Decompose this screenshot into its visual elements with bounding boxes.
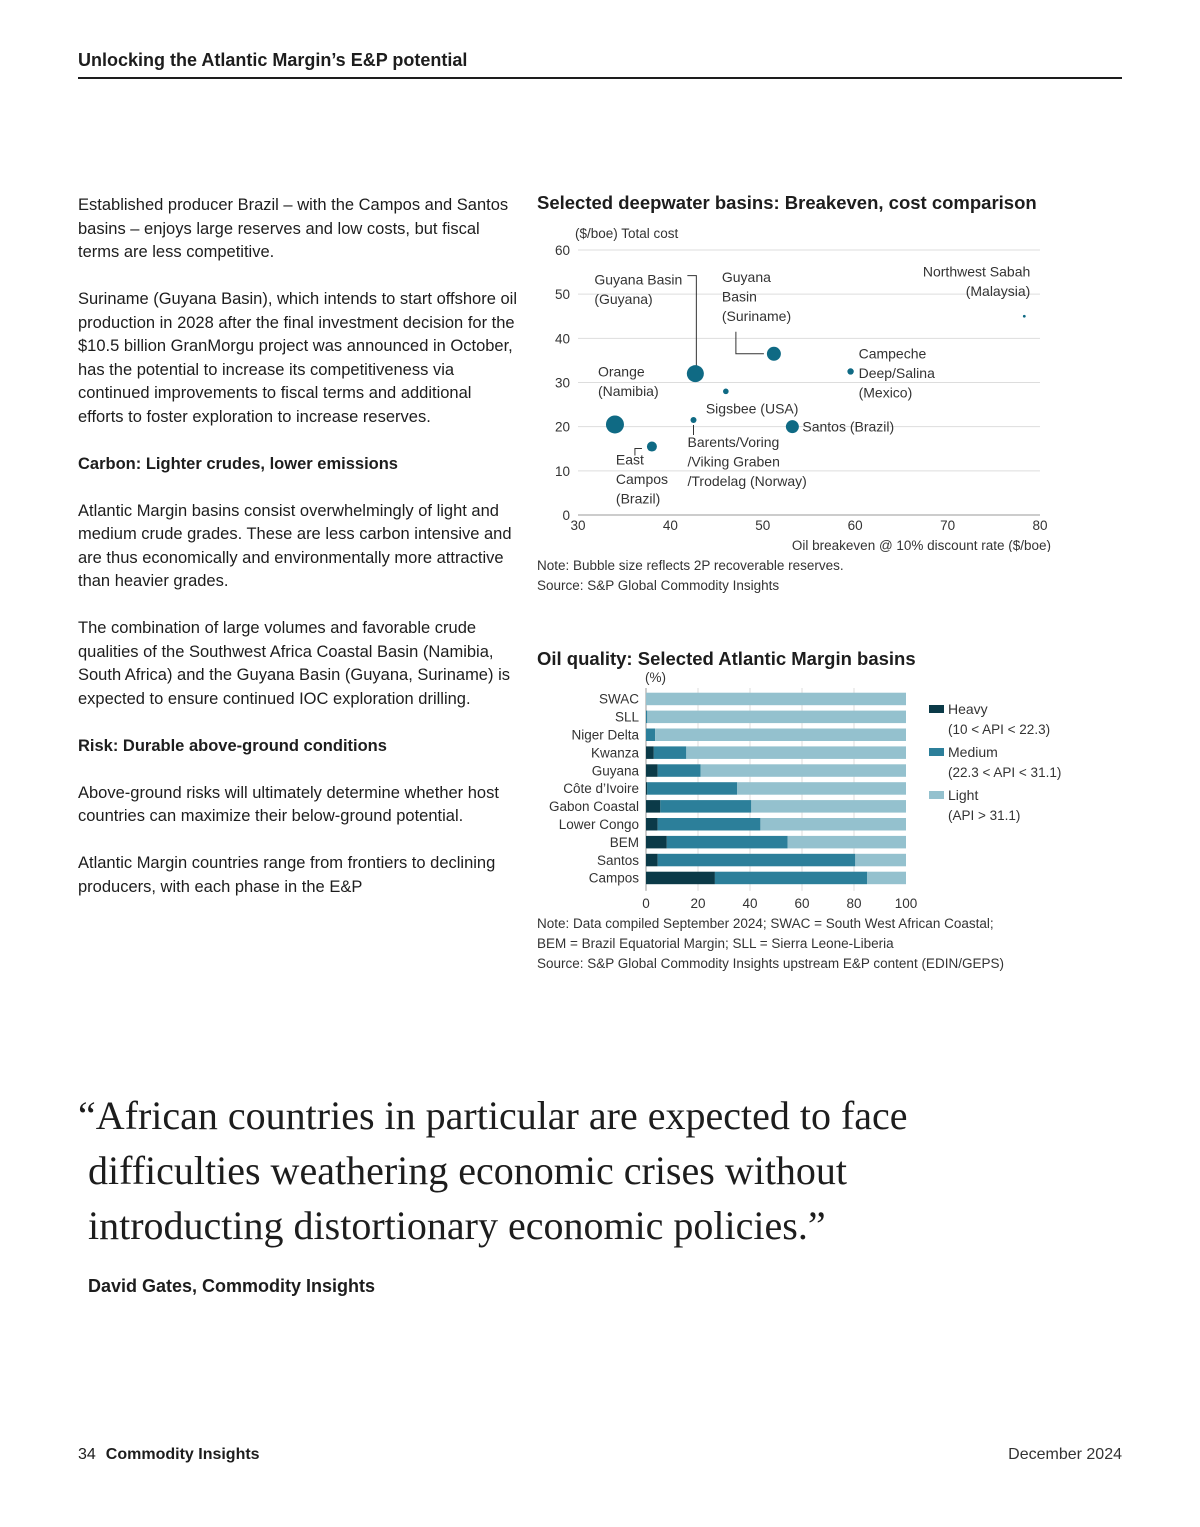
bar-x-tick-label: 80 [846, 895, 862, 910]
bar-segment-light [855, 854, 906, 867]
bubble-label: Campeche [858, 345, 927, 362]
bar-segment-heavy [646, 854, 658, 867]
bubble-y-tick-label: 10 [554, 463, 570, 479]
bubble-label: /Viking Graben [687, 453, 780, 470]
bubble-x-tick-label: 60 [847, 518, 863, 533]
paragraph-carbon: Atlantic Margin basins consist overwhelmingly of light and medium crude grades. These are less carbon intensive and are thus economically and environmentally more attractive than heavier grades. [78, 501, 512, 590]
bubble-y-tick-label: 0 [562, 508, 570, 523]
bubble-y-tick-label: 40 [554, 331, 570, 347]
page-header-title: Unlocking the Atlantic Margin’s E&P potential [78, 50, 1122, 79]
bar-category-label: Gabon Coastal [548, 799, 639, 815]
bar-segment-light [751, 800, 906, 813]
bubble-label: Deep/Salina [858, 364, 935, 381]
page-number: 34 [78, 1446, 96, 1463]
bubble-x-axis-label: Oil breakeven @ 10% discount rate ($/boe) [791, 538, 1051, 552]
bar-segment-light [760, 818, 906, 831]
bubble-label: (Brazil) [615, 490, 661, 507]
bar-category-label: SLL [614, 709, 639, 725]
bar-segment-light [686, 746, 906, 759]
bubble-point [847, 368, 853, 374]
bar-segment-medium [715, 872, 867, 885]
bar-segment-medium [660, 800, 751, 813]
quote-line-1: “African countries in particular are expected to face [78, 1093, 908, 1138]
bubble-label: (Namibia) [597, 382, 659, 399]
paragraph-above-ground: Above-ground risks will ultimately determine whether host countries can maximize their below-ground potential. [78, 783, 499, 825]
bar-segment-light [655, 729, 906, 742]
bubble-point [767, 347, 781, 361]
bubble-label: (Mexico) [858, 384, 913, 401]
legend-range: (22.3 < API < 31.1) [948, 765, 1062, 780]
publication-name: Commodity Insights [105, 1446, 260, 1463]
bar-category-label: Côte d’Ivoire [563, 781, 639, 797]
heading-risk: Risk: Durable above-ground conditions [78, 736, 387, 755]
bubble-label: East [615, 451, 644, 468]
bubble-leader-line [687, 276, 696, 366]
quote-line-2: difficulties weathering economic crises without [88, 1148, 848, 1193]
bar-category-label: Niger Delta [571, 727, 639, 743]
stacked-bar-chart [537, 668, 1077, 910]
footer-left [78, 1446, 260, 1464]
legend-range: (API > 31.1) [948, 808, 1021, 823]
bubble-label: Northwest Sabah [922, 263, 1031, 280]
bar-x-tick-label: 20 [690, 895, 706, 910]
bar-segment-medium [646, 711, 647, 724]
paragraph-exploration: The combination of large volumes and favorable crude qualities of the Southwest Africa Coastal Basin (Namibia, South Africa) and the Guyana Basin (Guyana, Suriname) is expected to ensure continued IOC exploration drilling. [78, 619, 510, 708]
bar-category-label: BEM [609, 834, 639, 850]
bar-category-label: SWAC [599, 691, 639, 707]
bubble-point [1023, 315, 1026, 318]
legend-label: Light [948, 787, 979, 803]
legend-label: Medium [948, 744, 998, 760]
bar-segment-light [646, 693, 906, 706]
bubble-label: Guyana Basin [594, 271, 683, 288]
bubble-label: (Guyana) [594, 291, 653, 308]
bar-segment-heavy [646, 818, 658, 831]
bar-segment-medium [658, 764, 701, 777]
legend-range: (10 < API < 22.3) [948, 722, 1051, 737]
bar-segment-light [867, 872, 906, 885]
legend-swatch-light [929, 791, 944, 799]
bubble-y-tick-label: 20 [554, 419, 570, 435]
bubble-chart-title: Selected deepwater basins: Breakeven, cost comparison [537, 192, 1037, 213]
pull-quote [78, 1088, 1078, 1253]
bar-segment-heavy [646, 800, 660, 813]
bar-segment-heavy [646, 872, 715, 885]
bubble-label: Barents/Voring [687, 434, 780, 451]
bubble-y-tick-label: 60 [554, 243, 570, 258]
bar-chart-notes [537, 914, 1004, 974]
bubble-x-tick-label: 30 [570, 518, 586, 533]
bubble-x-tick-label: 80 [1032, 518, 1048, 533]
legend-swatch-heavy [929, 705, 944, 713]
bar-segment-light [737, 782, 906, 795]
bubble-label: Santos (Brazil) [802, 418, 895, 435]
bubble-point [606, 415, 624, 433]
bubble-label: /Trodelag (Norway) [687, 473, 807, 490]
bubble-x-tick-label: 70 [940, 518, 956, 533]
bubble-y-tick-label: 50 [554, 287, 570, 303]
bar-category-label: Kwanza [590, 745, 639, 761]
bubble-chart [537, 222, 1077, 552]
bubble-y-axis-label: ($/boe) Total cost [575, 226, 679, 241]
heading-carbon: Carbon: Lighter crudes, lower emissions [78, 454, 398, 473]
bubble-label: Sigsbee (USA) [705, 400, 799, 417]
legend-swatch-medium [929, 748, 944, 756]
paragraph-brazil: Established producer Brazil – with the Campos and Santos basins – enjoys large reserves and low costs, but fiscal terms are less competitive. [78, 196, 509, 261]
bar-segment-heavy [646, 782, 647, 795]
bar-chart-note-abbrev: BEM = Brazil Equatorial Margin; SLL = Sierra Leone-Liberia [537, 936, 894, 951]
bar-chart-note: Note: Data compiled September 2024; SWAC = South West African Coastal; [537, 916, 994, 931]
bar-x-tick-label: 0 [642, 895, 650, 910]
bubble-label: Basin [721, 288, 757, 305]
bubble-label: Campos [615, 471, 669, 488]
bar-segment-medium [646, 729, 655, 742]
bar-segment-medium [667, 836, 788, 849]
bar-segment-medium [647, 782, 737, 795]
bar-segment-light [788, 836, 906, 849]
bar-unit-label: (%) [645, 670, 666, 685]
bubble-chart-notes [537, 556, 844, 596]
bar-chart-source: Source: S&P Global Commodity Insights upstream E&P content (EDIN/GEPS) [537, 956, 1004, 971]
paragraph-phases: Atlantic Margin countries range from frontiers to declining producers, with each phase in the E&P [78, 854, 496, 896]
paragraph-suriname: Suriname (Guyana Basin), which intends to start offshore oil production in 2028 after the final investment decision for the $10.5 billion GranMorgu project was announced in October, has the potential to increase its competitiveness via continued improvements to fiscal terms and additional efforts to foster exploration to increase reserves. [78, 290, 517, 426]
bar-segment-heavy [646, 836, 667, 849]
bar-chart-title: Oil quality: Selected Atlantic Margin basins [537, 648, 916, 669]
bar-x-tick-label: 40 [742, 895, 758, 910]
bubble-label: (Malaysia) [965, 282, 1031, 299]
bar-category-label: Campos [588, 870, 639, 886]
bar-x-tick-label: 60 [794, 895, 810, 910]
bubble-x-tick-label: 40 [662, 518, 678, 533]
bar-segment-light [701, 764, 906, 777]
quote-line-3: introducting distortionary economic policies.” [88, 1203, 826, 1248]
bar-segment-medium [658, 854, 856, 867]
bar-category-label: Guyana [591, 763, 639, 779]
bubble-x-tick-label: 50 [755, 518, 771, 533]
bubble-chart-source: Source: S&P Global Commodity Insights [537, 578, 780, 593]
bubble-label: Orange [597, 363, 645, 380]
bar-category-label: Lower Congo [558, 817, 639, 832]
bar-segment-heavy [646, 746, 654, 759]
quote-author: David Gates, Commodity Insights [88, 1276, 376, 1296]
bubble-chart-note: Note: Bubble size reflects 2P recoverable reserves. [537, 558, 844, 573]
bubble-point [687, 365, 704, 382]
bubble-label: (Suriname) [721, 307, 792, 324]
bubble-label: Guyana [721, 268, 771, 285]
bubble-point [647, 442, 657, 452]
legend-label: Heavy [948, 701, 988, 717]
bubble-point [691, 417, 697, 423]
footer-date: December 2024 [1008, 1446, 1122, 1463]
bar-category-label: Santos [596, 852, 639, 868]
bar-segment-medium [658, 818, 761, 831]
bar-x-tick-label: 100 [894, 895, 918, 910]
bubble-point [786, 420, 799, 433]
bubble-point [723, 389, 729, 395]
bubble-y-tick-label: 30 [554, 375, 570, 391]
bar-segment-heavy [646, 764, 658, 777]
bar-segment-medium [654, 746, 687, 759]
bar-segment-light [647, 711, 906, 724]
bubble-leader-line [736, 332, 764, 354]
body-text-column [78, 194, 518, 923]
